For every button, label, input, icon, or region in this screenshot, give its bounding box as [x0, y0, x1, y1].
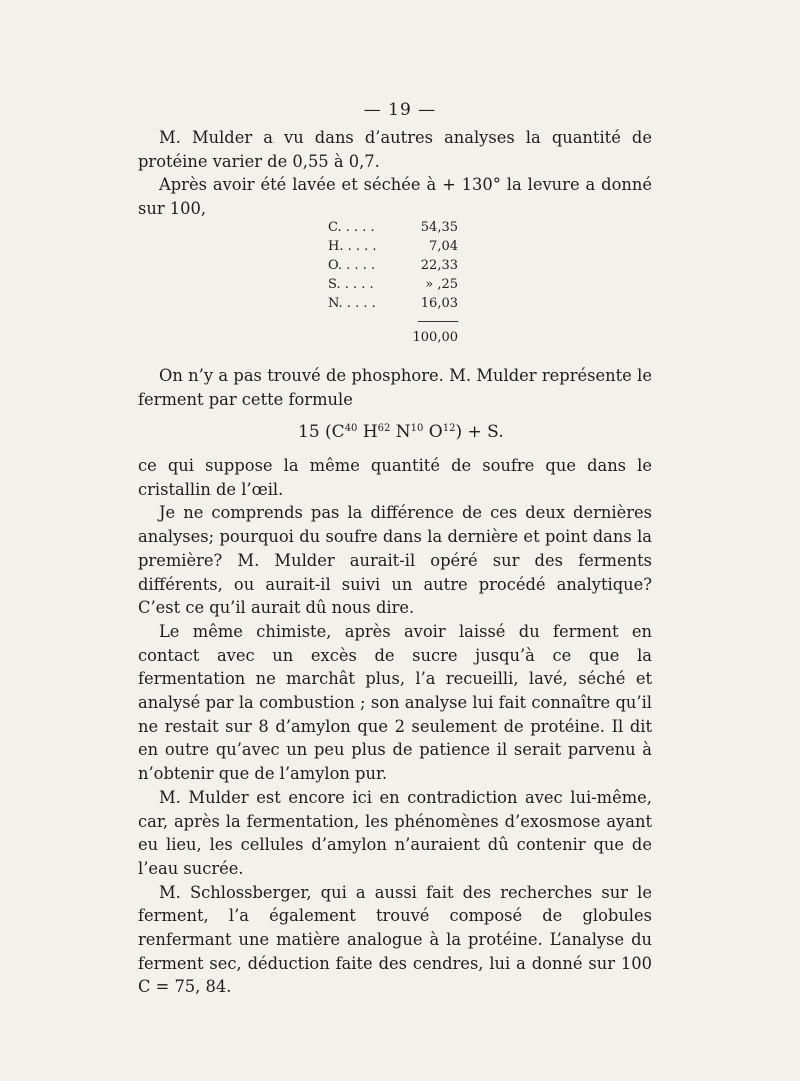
elemental-analysis-table	[328, 218, 458, 347]
paragraph: M. Mulder a vu dans d’autres analyses la quantité de protéine varier de 0,55 à 0,7.	[138, 128, 652, 171]
element-value: 54,35	[420, 220, 458, 235]
paragraph: M. Mulder est encore ici en contradiction avec lui-même, car, après la fermentation, les phénomènes d’exosmose ayant eu lieu, les cellules d’amylon n’auraient dû contenir que de l’eau sucrée.	[138, 787, 652, 878]
formula-sup: 12	[442, 423, 456, 434]
paragraph: ce qui suppose la même quantité de soufre que dans le cristallin de l’œil.	[138, 456, 652, 499]
element-label: O. . . . .	[328, 258, 376, 273]
chemical-formula	[298, 422, 504, 442]
formula-sup: 10	[410, 423, 424, 434]
top-text-block	[138, 126, 652, 221]
analysis-row	[328, 294, 458, 313]
analysis-row	[328, 275, 458, 294]
analysis-row	[328, 256, 458, 275]
element-label: C. . . . .	[328, 220, 375, 235]
element-value: 7,04	[429, 239, 458, 254]
element-value: 22,33	[420, 258, 458, 273]
element-label: H. . . . .	[328, 239, 377, 254]
element-value: » ,25	[425, 277, 458, 292]
paragraph: Je ne comprends pas la différence de ces deux dernières analyses; pourquoi du soufre dans la dernière et point dans la première? M. Mulder aurait-il opéré sur des ferments différents, ou aurait-il suivi un autre procédé analytique? C’est ce qu’il aurait dû nous dire.	[138, 503, 652, 618]
element-label: S. . . . .	[328, 277, 374, 292]
analysis-row	[328, 218, 458, 237]
formula-prefix: 15 (C	[298, 422, 345, 442]
formula-suffix: ) + S.	[455, 422, 504, 442]
paragraph: Le même chimiste, après avoir laissé du ferment en contact avec un excès de sucre jusqu’à ce que la fermentation ne marchât plus, l’a recueilli, lavé, séché et analysé par la combustion ; son analyse lui fait connaître qu’il ne restait sur 8 d’amylon que 2 seulement de protéine. Il dit en outre qu’avec un peu plus de patience il serait parvenu à n’obtenir que de l’amylon pur.	[138, 621, 652, 784]
paragraph: On n’y a pas trouvé de phosphore. M. Mulder représente le ferment par cette formule	[138, 366, 652, 409]
formula-sup: 40	[344, 423, 358, 434]
bottom-text-block	[138, 454, 652, 999]
analysis-total: 100,00	[412, 330, 458, 345]
formula-part: O	[423, 422, 443, 442]
paragraph: M. Schlossberger, qui a aussi fait des recherches sur le ferment, l’a également trouvé composé de globules renfermant une matière analogue à la protéine. L’analyse du ferment sec, déduction faite des cendres, lui a donné sur 100 C = 75, 84.	[138, 882, 652, 997]
element-label: N. . . . .	[328, 296, 376, 311]
paragraph: Après avoir été lavée et séchée à + 130° la levure a donné sur 100,	[138, 175, 652, 219]
formula-part: N	[390, 422, 411, 442]
middle-text-block	[138, 364, 652, 411]
formula-sup: 62	[377, 423, 391, 434]
formula-part: H	[357, 422, 378, 442]
analysis-row	[328, 237, 458, 256]
element-value: 16,03	[420, 296, 458, 311]
sum-rule	[418, 321, 458, 322]
page-number: — 19 —	[363, 100, 437, 120]
